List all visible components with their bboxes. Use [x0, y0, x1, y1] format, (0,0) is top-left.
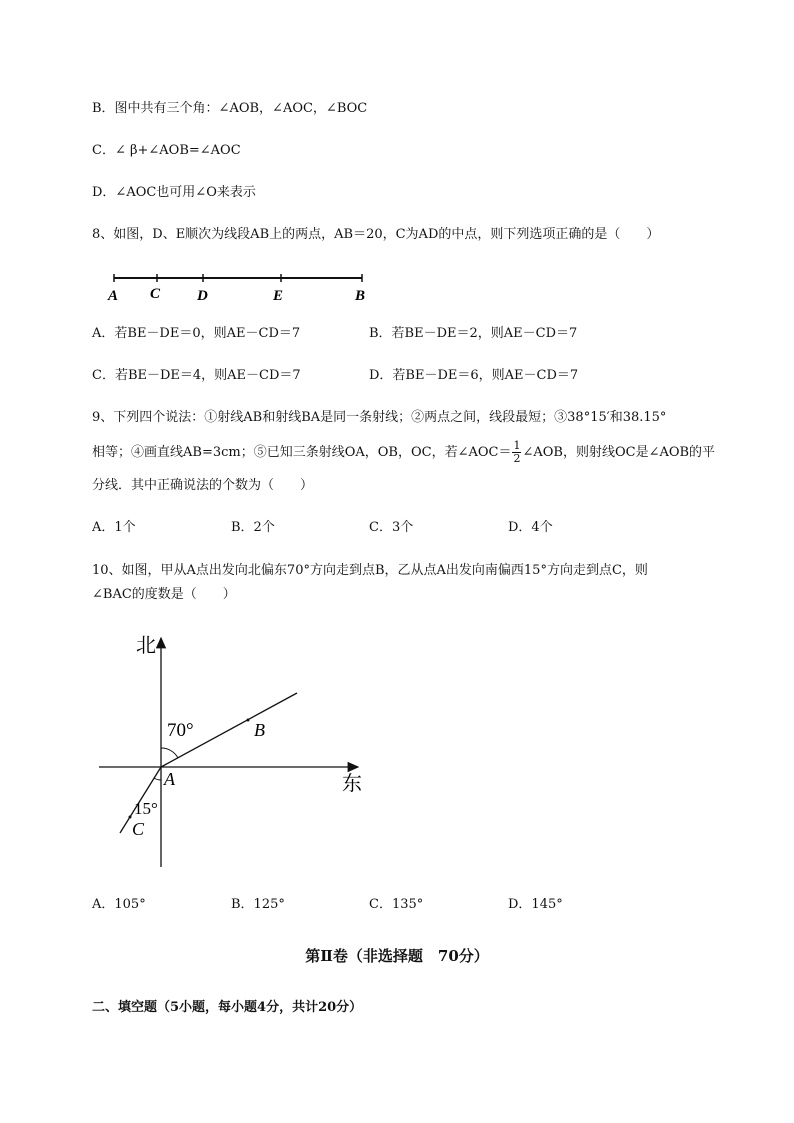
section-2-heading: 二、填空题（5小题，每小题4分，共计20分） — [92, 1000, 363, 1015]
q10-option-c: C．135° — [369, 897, 424, 912]
q10-line-1: 10、如图，甲从A点出发向北偏东70°方向走到点B，乙从点A出发向南偏西15°方向走到点C，则 — [92, 563, 648, 578]
q8-point-e: E — [273, 288, 284, 304]
q9-option-c: C．3个 — [369, 520, 414, 535]
q9-line-2b: ∠AOB，则射线OC是∠AOB的平 — [522, 445, 716, 460]
angle-15-label: 15° — [134, 799, 158, 818]
point-c-label: C — [132, 819, 145, 839]
q8-point-a: A — [108, 288, 119, 304]
fraction-one-half — [512, 440, 521, 465]
angle-70-label: 70° — [167, 720, 194, 741]
q8-segment-figure — [100, 268, 380, 308]
q9-line-2 — [92, 438, 715, 468]
q8-option-b: B．若BE－DE＝2，则AE－CD＝7 — [369, 326, 578, 341]
q8-stem: 8、如图，D、E顺次为线段AB上的两点，AB＝20，C为AD的中点，则下列选项正确的是（ ） — [92, 227, 660, 242]
fraction-denominator: 2 — [513, 452, 521, 465]
q8-point-c: C — [150, 286, 161, 302]
q8-option-c: C．若BE－DE＝4，则AE－CD＝7 — [92, 368, 301, 383]
q10-option-a: A．105° — [92, 897, 146, 912]
east-label: 东 — [342, 771, 362, 795]
q10-option-b: B．125° — [231, 897, 285, 912]
q7-option-b: B．图中共有三个角：∠AOB，∠AOC，∠BOC — [92, 101, 368, 116]
q7-option-c: C．∠ β+∠AOB=∠AOC — [92, 143, 241, 158]
point-b-label: B — [254, 720, 265, 740]
q10-line-2: ∠BAC的度数是（ ） — [92, 587, 236, 602]
q8-point-b: B — [355, 288, 366, 304]
q9-line-2a: 相等；④画直线AB=3cm；⑤已知三条射线OA，OB，OC，若∠AOC＝ — [92, 445, 512, 460]
north-label: 北 — [136, 633, 156, 657]
q9-line-1: 9、下列四个说法：①射线AB和射线BA是同一条射线；②两点之间，线段最短；③38°15′和38.15° — [92, 410, 667, 425]
q9-option-d: D．4个 — [508, 520, 553, 535]
q10-option-d: D．145° — [508, 897, 563, 912]
q9-line-3: 分线．其中正确说法的个数为（ ） — [92, 478, 314, 493]
q8-option-d: D．若BE－DE＝6，则AE－CD＝7 — [369, 368, 579, 383]
point-a-label: A — [164, 769, 175, 789]
q8-point-d: D — [197, 288, 208, 304]
part-2-heading: 第Ⅱ卷（非选择题 70分） — [305, 947, 489, 965]
q9-option-b: B．2个 — [231, 520, 275, 535]
q10-direction-figure — [0, 620, 400, 880]
q9-option-a: A．1个 — [92, 520, 136, 535]
fraction-numerator: 1 — [513, 439, 521, 452]
q7-option-d: D．∠AOC也可用∠O来表示 — [92, 185, 256, 200]
q8-option-a: A．若BE－DE＝0，则AE－CD＝7 — [92, 326, 301, 341]
